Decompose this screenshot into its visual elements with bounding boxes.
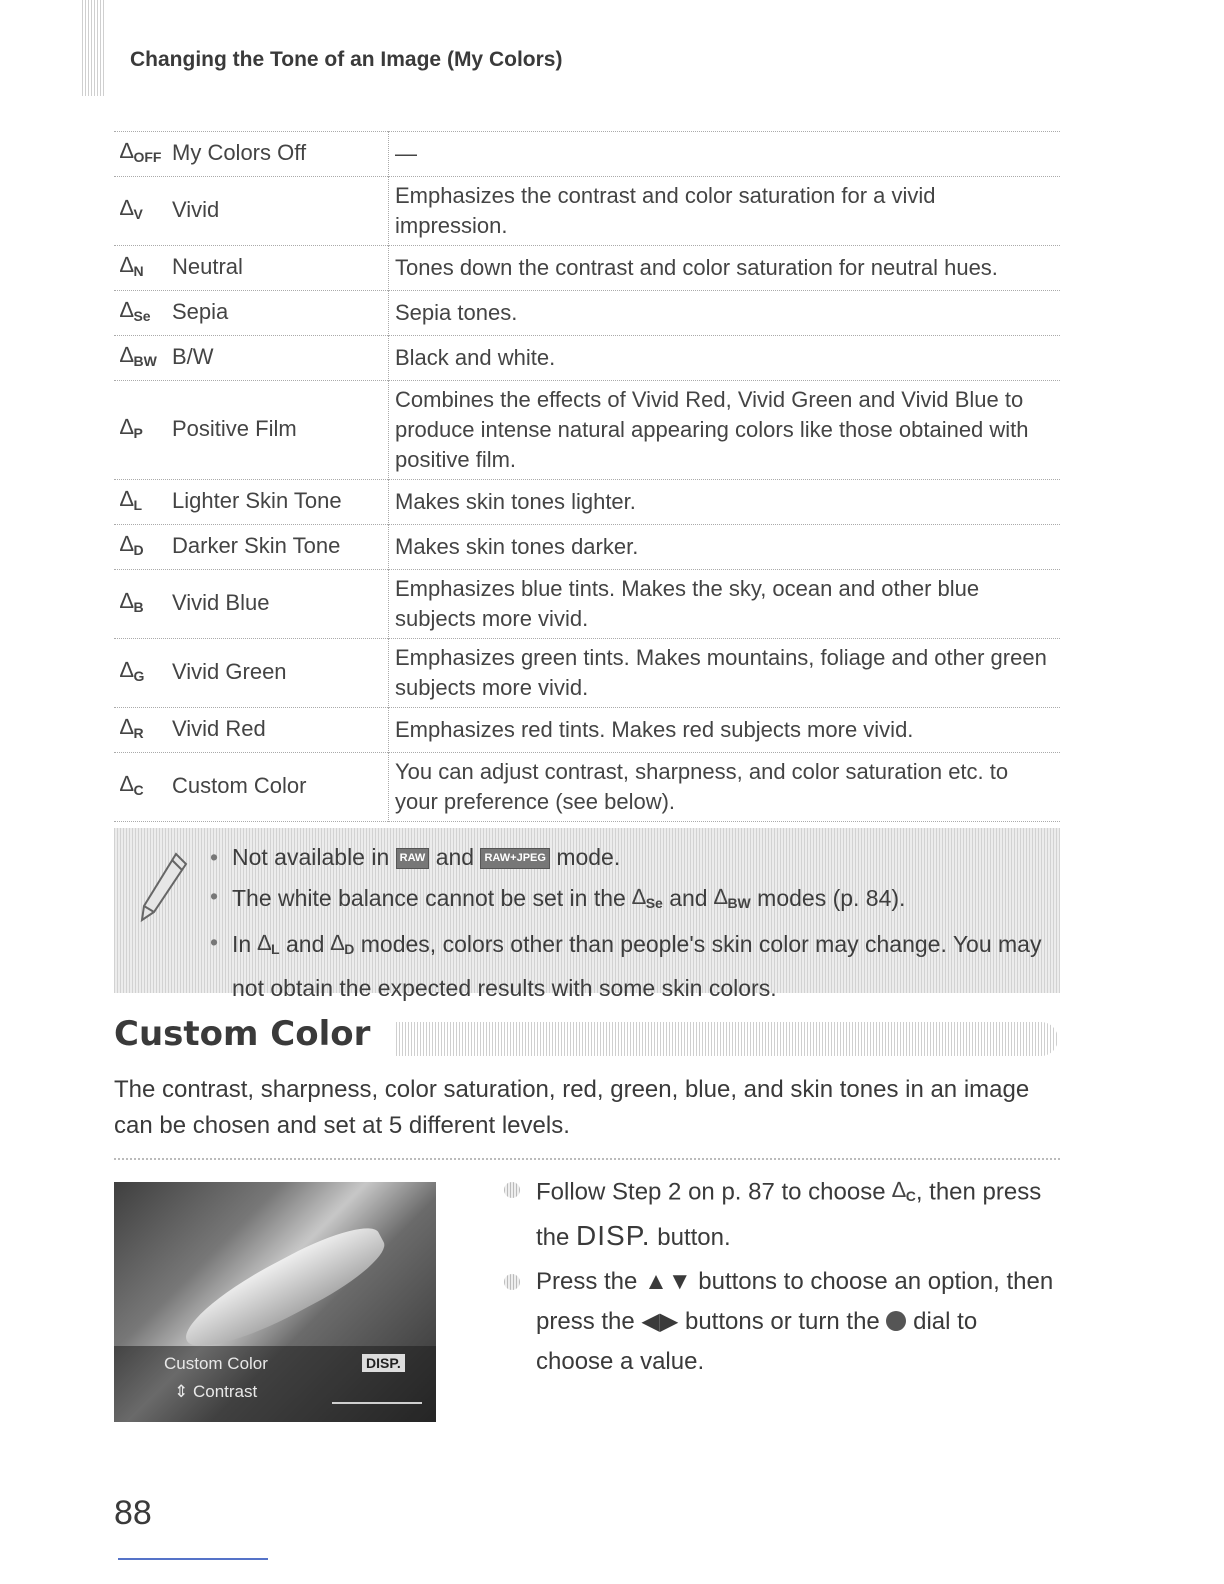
- darker-skin-tone-icon: $\Delta_D$: [330, 930, 355, 957]
- step-item: Follow Step 2 on p. 87 to choose $\Delta_C$, then press the DISP. button.: [500, 1170, 1060, 1258]
- mode-cell: [114, 177, 389, 246]
- screen-disp-icon: DISP.: [362, 1354, 405, 1372]
- mode-description: Emphasizes green tints. Makes mountains, foliage and other green subjects more vivid.: [395, 645, 1047, 700]
- step-item: Press the ▲▼ buttons to choose an option, then press the ◀▶ buttons or turn the dial to choose a value.: [500, 1262, 1060, 1382]
- mode-cell: [114, 525, 389, 570]
- mode-description: Emphasizes red tints. Makes red subjects more vivid.: [395, 717, 914, 742]
- sepia-icon: $\Delta_{Se}$: [120, 297, 151, 324]
- positive-film-icon: $\Delta_P$: [120, 414, 143, 441]
- note-item: • The white balance cannot be set in the $\Delta_{Se}$ and $\Delta_{BW}$ modes (p. 84).: [210, 877, 1060, 923]
- mode-description: Sepia tones.: [395, 300, 518, 325]
- table-row: [114, 177, 1060, 246]
- mode-name: Lighter Skin Tone: [172, 487, 342, 513]
- table-row: [114, 381, 1060, 480]
- mode-description: Emphasizes the contrast and color saturation for a vivid impression.: [395, 183, 936, 238]
- table-row: [114, 480, 1060, 525]
- note-list: [210, 838, 1060, 1008]
- mode-name: B/W: [172, 343, 214, 369]
- mode-cell: [114, 381, 389, 480]
- table-row: [114, 753, 1060, 822]
- mode-description: Black and white.: [395, 345, 556, 370]
- mode-cell: [114, 753, 389, 822]
- bw-icon: $\Delta_{BW}$: [120, 342, 157, 369]
- table-row: [114, 708, 1060, 753]
- vivid-green-icon: $\Delta_G$: [120, 657, 145, 684]
- darker-skin-tone-icon: $\Delta_D$: [120, 531, 144, 558]
- mode-description: Tones down the contrast and color saturation for neutral hues.: [395, 255, 998, 280]
- mode-name: Custom Color: [172, 772, 307, 798]
- step-bullet-icon: [504, 1274, 520, 1290]
- screen-slider: [332, 1402, 422, 1404]
- left-right-arrow-icon: ◀▶: [641, 1308, 679, 1335]
- custom-color-icon: $\Delta_C$: [892, 1177, 916, 1204]
- mode-description: You can adjust contrast, sharpness, and color saturation etc. to your preference (see below).: [395, 759, 1009, 814]
- mode-description: Emphasizes blue tints. Makes the sky, ocean and other blue subjects more vivid.: [395, 576, 980, 631]
- camera-screen-image: [114, 1182, 436, 1422]
- vivid-red-icon: $\Delta_R$: [120, 714, 144, 741]
- mode-cell: [114, 291, 389, 336]
- screen-option: ⇕ Contrast: [174, 1382, 258, 1401]
- raw-mode-icon: RAW: [396, 848, 430, 869]
- pencil-icon: [136, 850, 190, 924]
- section-title-bar: [396, 1022, 1058, 1056]
- table-row: [114, 132, 1060, 177]
- mode-description: —: [395, 141, 417, 166]
- mode-description: Makes skin tones darker.: [395, 534, 639, 559]
- table-row: [114, 639, 1060, 708]
- note-item: • In $\Delta_L$ and $\Delta_D$ modes, colors other than people's skin color may change. You may not obtain the expected results with some skin colors.: [210, 923, 1060, 1008]
- mode-cell: [114, 480, 389, 525]
- my-colors-table: [114, 131, 1060, 822]
- note-item: • Not available in RAW and RAW+JPEG mode.: [210, 838, 1060, 877]
- raw-jpeg-mode-icon: RAW+JPEG: [480, 848, 549, 869]
- my-colors-off-icon: $\Delta_{OFF}$: [120, 138, 162, 165]
- section-title: Custom Color: [114, 1014, 371, 1054]
- bw-icon: $\Delta_{BW}$: [713, 884, 751, 911]
- mode-cell: [114, 708, 389, 753]
- lighter-skin-tone-icon: $\Delta_L$: [120, 486, 143, 513]
- screen-title: Custom Color: [164, 1354, 268, 1373]
- disp-button-icon: DISP.: [576, 1220, 651, 1251]
- mode-cell: [114, 570, 389, 639]
- table-row: [114, 570, 1060, 639]
- control-dial-icon: [886, 1311, 906, 1331]
- mode-cell: [114, 132, 389, 177]
- note-box: [114, 828, 1060, 1001]
- mode-name: Neutral: [172, 253, 243, 279]
- mode-name: Vivid Green: [172, 658, 287, 684]
- custom-color-icon: $\Delta_C$: [120, 771, 144, 798]
- bottom-rule: [118, 1558, 268, 1560]
- page-number: 88: [114, 1494, 152, 1532]
- mode-name: Positive Film: [172, 415, 297, 441]
- mode-name: My Colors Off: [172, 139, 307, 165]
- mode-cell: [114, 336, 389, 381]
- mode-name: Vivid Red: [172, 715, 266, 741]
- table-row: [114, 246, 1060, 291]
- divider: [114, 1158, 1060, 1160]
- section-intro: The contrast, sharpness, color saturation, red, green, blue, and skin tones in an image can be chosen and set at 5 different levels.: [114, 1076, 1030, 1139]
- mode-name: Vivid: [172, 196, 220, 222]
- sepia-icon: $\Delta_{Se}$: [632, 884, 663, 911]
- steps-list: [500, 1170, 1060, 1386]
- table-row: [114, 336, 1060, 381]
- mode-description: Combines the effects of Vivid Red, Vivid Green and Vivid Blue to produce intense natural appearing colors like those obtained with positive film.: [395, 387, 1029, 472]
- mode-cell: [114, 639, 389, 708]
- mode-name: Vivid Blue: [172, 589, 270, 615]
- mode-description: Makes skin tones lighter.: [395, 489, 636, 514]
- page-header-title: Changing the Tone of an Image (My Colors): [130, 48, 563, 71]
- mode-name: Darker Skin Tone: [172, 532, 341, 558]
- neutral-icon: $\Delta_N$: [120, 252, 144, 279]
- side-tab-marker: [82, 0, 106, 96]
- mode-name: Sepia: [172, 298, 229, 324]
- lighter-skin-tone-icon: $\Delta_L$: [257, 930, 280, 957]
- vivid-blue-icon: $\Delta_B$: [120, 588, 144, 615]
- table-row: [114, 291, 1060, 336]
- table-row: [114, 525, 1060, 570]
- airplane-image: [174, 1214, 394, 1365]
- step-bullet-icon: [504, 1182, 520, 1198]
- up-down-arrow-icon: ▲▼: [644, 1268, 692, 1295]
- vivid-icon: $\Delta_V$: [120, 195, 143, 222]
- mode-cell: [114, 246, 389, 291]
